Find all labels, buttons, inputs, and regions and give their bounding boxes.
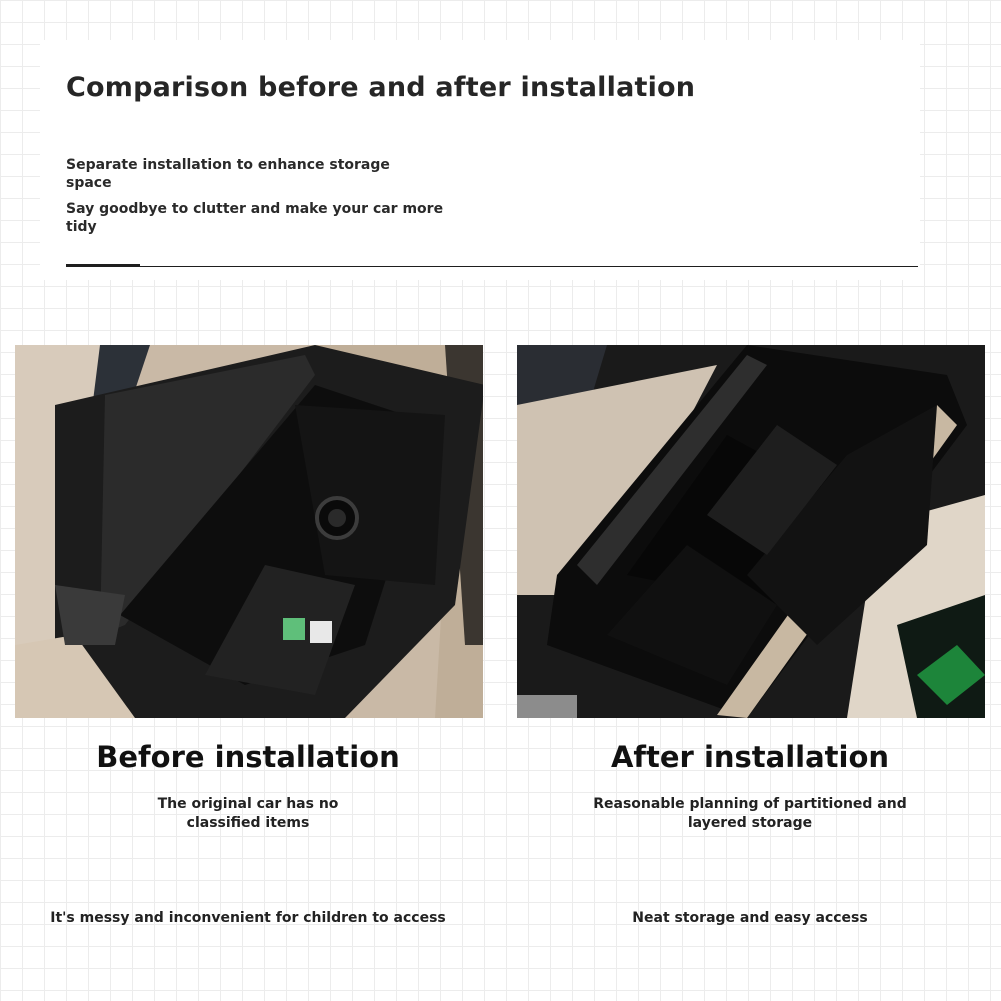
after-description: Reasonable planning of partitioned and layered storage	[593, 796, 907, 831]
subtitle-storage: Separate installation to enhance storage space	[66, 157, 390, 191]
before-caption	[8, 740, 488, 833]
before-note: It's messy and inconvenient for children to access	[50, 910, 446, 926]
after-installation-photo	[517, 345, 985, 718]
before-title: Before installation	[96, 740, 400, 774]
after-note: Neat storage and easy access	[632, 910, 868, 926]
before-installation-photo	[15, 345, 483, 718]
before-description: The original car has no classified items	[157, 796, 339, 831]
header-divider	[66, 266, 918, 267]
after-caption	[510, 740, 990, 833]
subtitle-tidy: Say goodbye to clutter and make your car more tidy	[66, 201, 444, 235]
page-title: Comparison before and after installation	[66, 72, 696, 103]
header-divider-accent	[66, 264, 140, 267]
after-title: After installation	[610, 740, 890, 774]
